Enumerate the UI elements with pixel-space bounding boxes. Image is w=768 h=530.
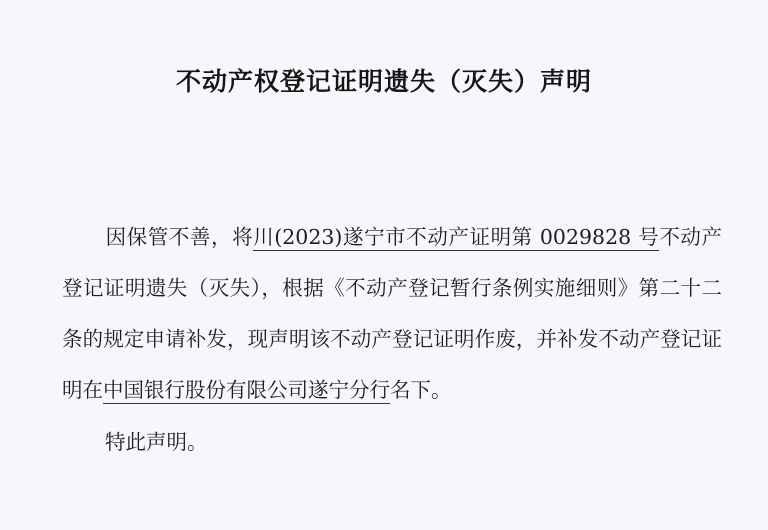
- certificate-number: 川(2023)遂宁市不动产证明第 0029828 号: [253, 225, 660, 249]
- paragraph-text-2: 不动产登记证明遗失（灭失），根据《不动产登记暂行条例实施细则》第二十二条的规定申请补发，现声明该不动产登记证明作废，并补发不动产登记证明在: [62, 225, 723, 402]
- document-title: 不动产权登记证明遗失（灭失）声明: [175, 67, 592, 96]
- bank-name: 中国银行股份有限公司遂宁分行: [103, 378, 390, 402]
- declaration-body: [62, 212, 722, 416]
- paragraph-text-3: 名下。: [390, 378, 452, 402]
- declaration-paragraph: [62, 212, 722, 416]
- closing-statement: 特此声明。: [105, 430, 208, 454]
- paragraph-text-1: 因保管不善，将: [105, 225, 254, 249]
